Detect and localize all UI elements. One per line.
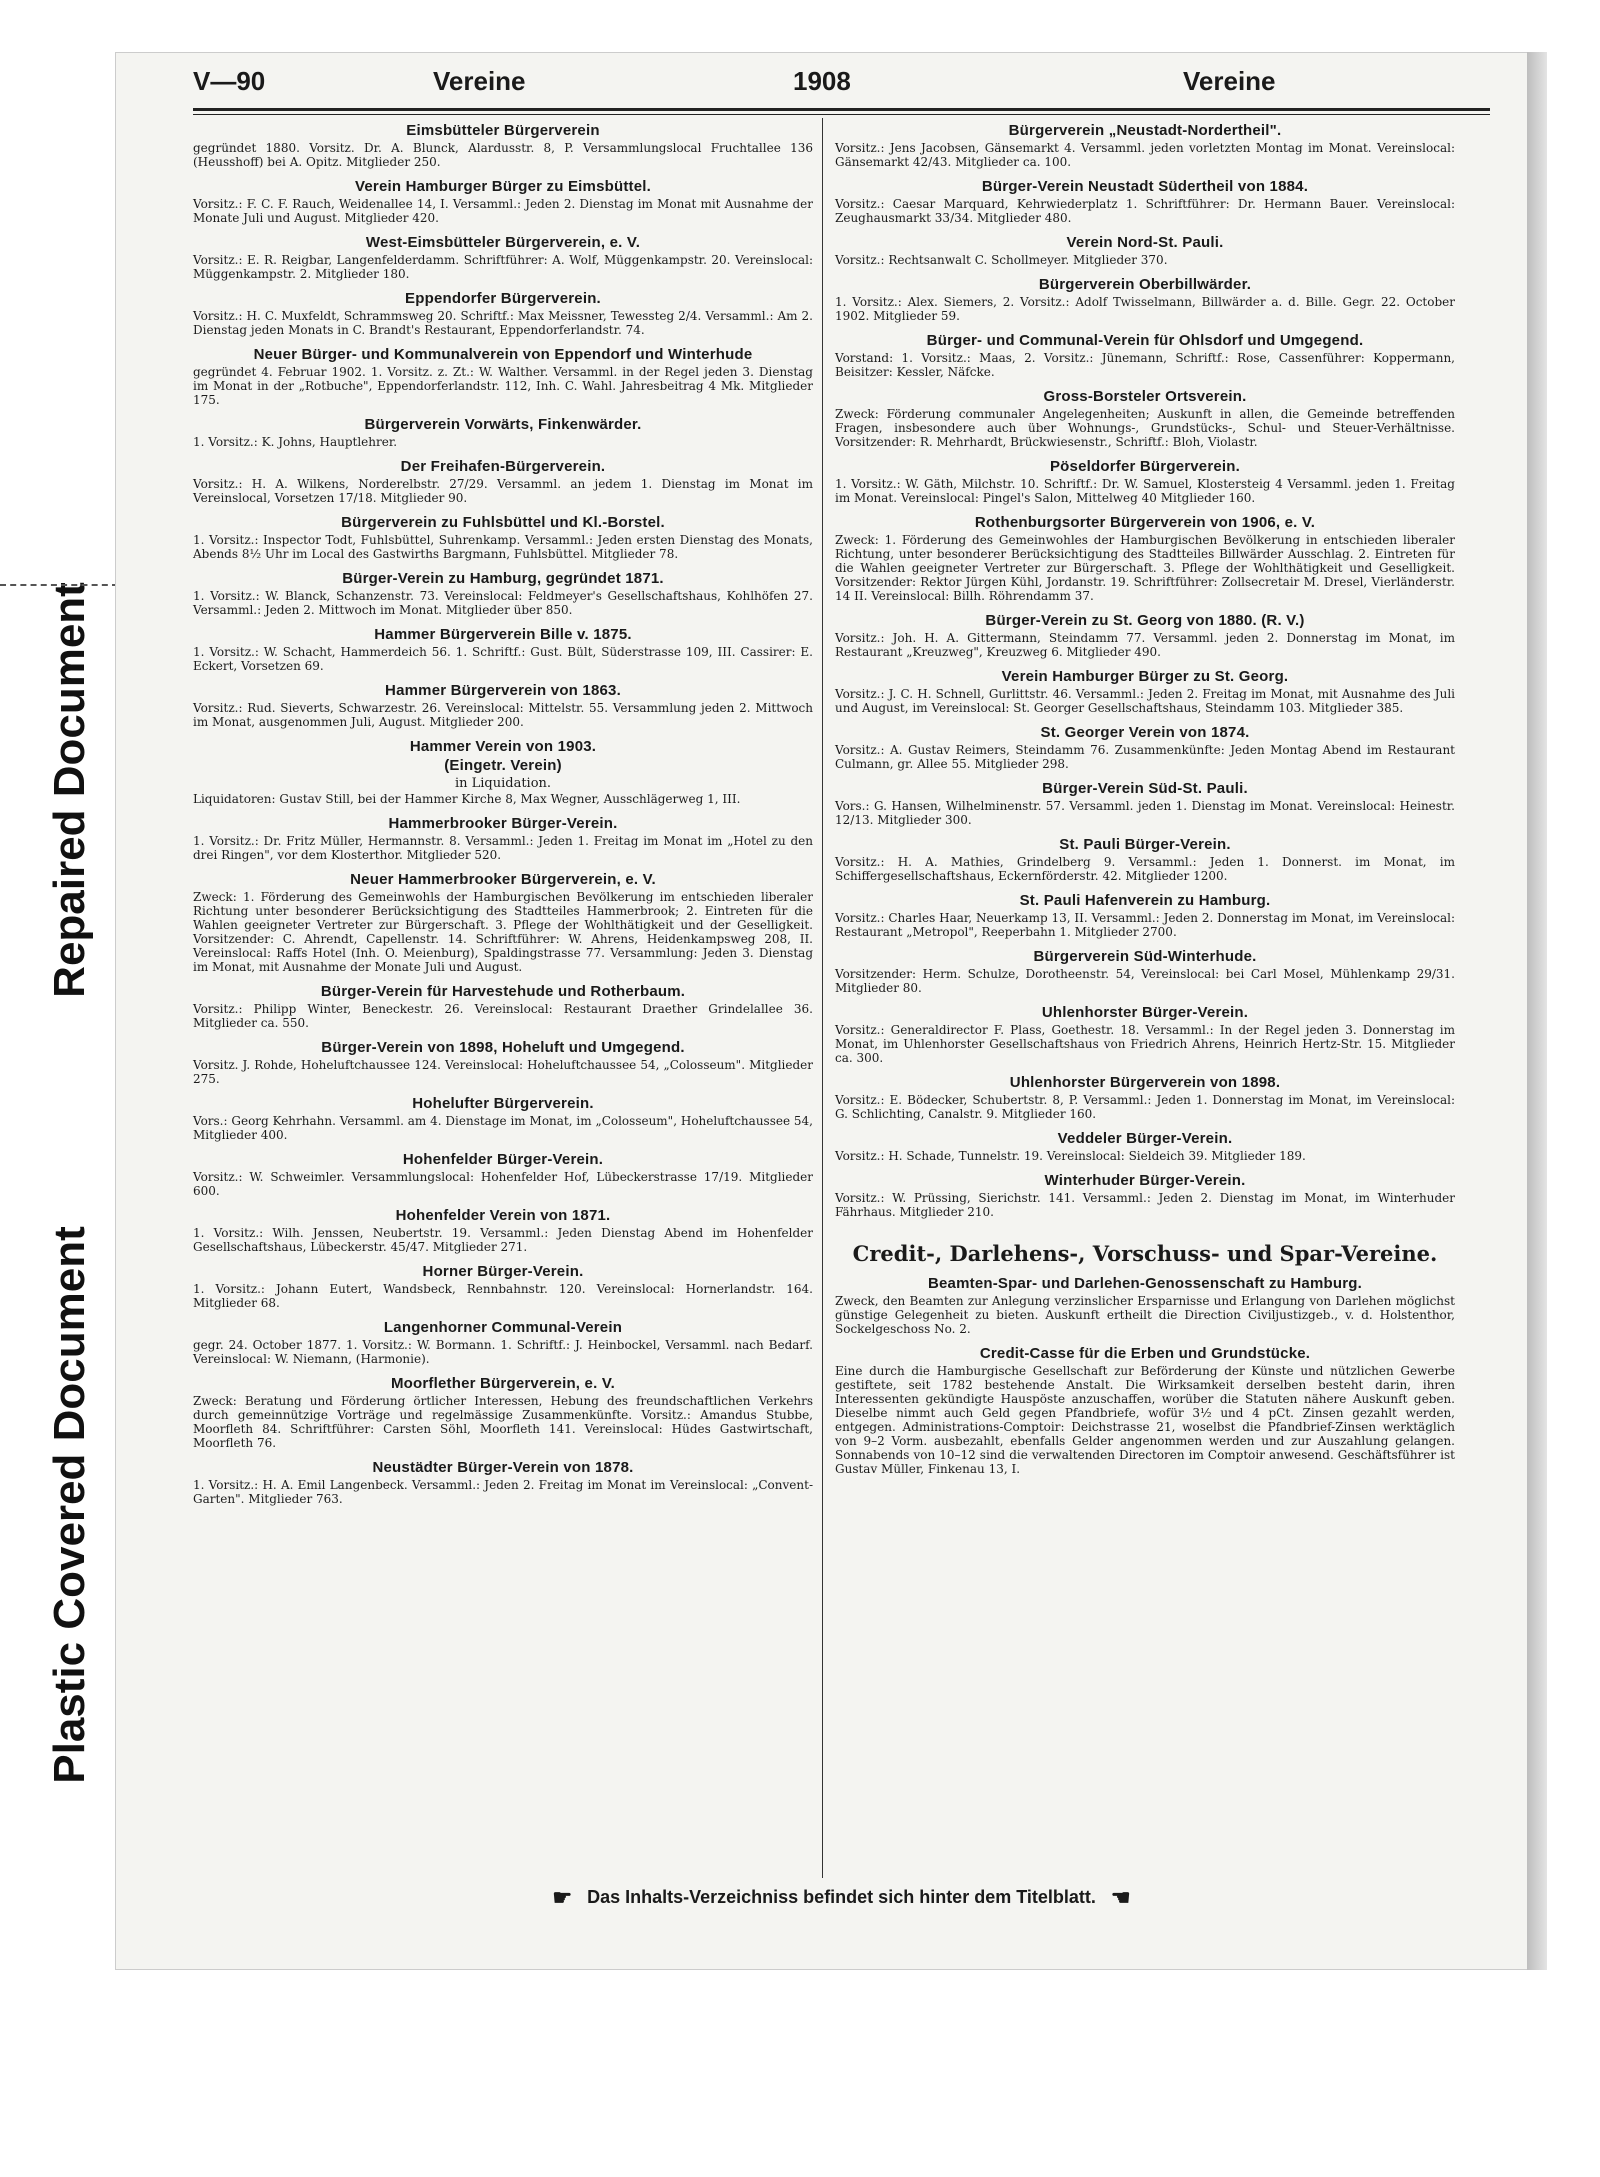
entry-title: Uhlenhorster Bürger-Verein.: [1041, 1004, 1249, 1021]
entry-text: Vorsitz.: H. C. Muxfeldt, Schrammsweg 20. Schriftf.: Max Meissner, Tewessteg 2/4. Versamml.: Am 2. Dienstag jeden Monats in C. Brandt's Restaurant, Eppendorferlandstr. 74.: [193, 309, 813, 337]
entry-title: Gross-Borsteler Ortsverein.: [1043, 388, 1247, 405]
entry-title: Hammerbrooker Bürger-Verein.: [388, 815, 618, 832]
entry-title: St. Pauli Hafenverein zu Hamburg.: [1019, 892, 1271, 909]
entry-text: Vorsitzender: Herm. Schulze, Dorotheenstr. 54, Vereinslocal: bei Carl Mosel, Mühlenkamp 29/31. Mitglieder 80.: [835, 967, 1455, 995]
entry-title: Horner Bürger-Verein.: [422, 1263, 584, 1280]
directory-entry: [835, 1275, 1455, 1336]
entry-title: Bürger-Verein Süd-St. Pauli.: [1042, 780, 1248, 797]
entry-title: Hammer Bürgerverein Bille v. 1875.: [374, 626, 632, 643]
left-column: [193, 122, 813, 1515]
entry-text: Vorsitz.: A. Gustav Reimers, Steindamm 76. Zusammenkünfte: Jeden Montag Abend im Restaurant Culmann, gr. Allee 55. Mitglieder 298.: [835, 743, 1455, 771]
entry-text: Vorsitz.: E. Bödecker, Schubertstr. 8, P. Versamml.: Jeden 1. Donnerstag im Monat, im Vereinslocal: G. Schlichting, Canalstr. 9. Mitglieder 160.: [835, 1093, 1455, 1121]
entry-text: Vorsitz.: Caesar Marquard, Kehrwiederplatz 1. Schriftführer: Dr. Hermann Bauer. Vereinslocal: Zeughausmarkt 33/34. Mitglieder 480.: [835, 197, 1455, 225]
entry-text: Vorsitz.: Generaldirector F. Plass, Goethestr. 18. Versamml.: In der Regel jeden 3. Donnerstag im Monat, im Uhlenhorster Gesellschaftshaus von Friedrich Ahrens, Heinrich Hertz-Str. 15. Mitglieder ca. 300.: [835, 1023, 1455, 1065]
pointing-hand-icon: ☛: [552, 1885, 573, 1910]
entry-text: Liquidatoren: Gustav Still, bei der Hammer Kirche 8, Max Wegner, Ausschlägerweg 1, III.: [193, 792, 741, 806]
header-right-title: Vereine: [1183, 66, 1276, 96]
entry-text: gegründet 1880. Vorsitz. Dr. A. Blunck, Alardusstr. 8, P. Versammlungslocal Fruchtallee 136 (Heusshoff) bei A. Opitz. Mitglieder 250.: [193, 141, 813, 169]
directory-entry: [835, 458, 1455, 505]
repaired-document-label: Repaired Document: [45, 582, 94, 998]
directory-entry: [193, 871, 813, 974]
directory-entry: [193, 234, 813, 281]
entry-text: 1. Vorsitz.: H. A. Emil Langenbeck. Versamml.: Jeden 2. Freitag im Monat im Vereinslocal: „Convent-Garten". Mitglieder 763.: [193, 1478, 813, 1506]
entry-text: gegr. 24. October 1877. 1. Vorsitz.: W. Bormann. 1. Schriftf.: J. Heinbockel, Versamml. nach Bedarf. Vereinslocal: W. Niemann, (Harmonie).: [193, 1338, 813, 1366]
pointing-hand-icon: ☚: [1110, 1885, 1131, 1910]
directory-entry: [193, 983, 813, 1030]
entry-title: Bürger-Verein Neustadt Südertheil von 1884.: [981, 178, 1309, 195]
entry-title: Winterhuder Bürger-Verein.: [1044, 1172, 1246, 1189]
directory-entry: [193, 1375, 813, 1450]
directory-entry: [193, 1263, 813, 1310]
directory-entry: [193, 1151, 813, 1198]
entry-text: Vorsitz.: Philipp Winter, Beneckestr. 26. Vereinslocal: Restaurant Draether Grindelallee 36. Mitglieder ca. 550.: [193, 1002, 813, 1030]
entry-title: Bürger-Verein für Harvestehude und Rotherbaum.: [320, 983, 686, 1000]
page-header: [193, 66, 1293, 110]
entry-title: Neuer Hammerbrooker Bürgerverein, e. V.: [350, 871, 656, 888]
directory-entry: [835, 178, 1455, 225]
entry-text: Zweck: Beratung und Förderung örtlicher Interessen, Hebung des freundschaftlichen Verkehrs durch gemeinnützige Vorträge und regelmässige Zusammenkünfte. Vorsitz.: Amandus Stubbe, Moorfleth 84. Schriftführer: Carsten Söhl, Moorfleth 141. Vereinslocal: Hüdes Gastwirtschaft, Moorfleth 76.: [193, 1394, 813, 1450]
directory-entry: [193, 290, 813, 337]
entry-text: Vorsitz.: F. C. F. Rauch, Weidenallee 14, I. Versamml.: Jeden 2. Dienstag im Monat mit Ausnahme der Monate Juli und August. Mitglieder 420.: [193, 197, 813, 225]
entry-text: Vorstand: 1. Vorsitz.: Maas, 2. Vorsitz.: Jünemann, Schriftf.: Rose, Cassenführer: Koppermann, Beisitzer: Kessler, Näfcke.: [835, 351, 1455, 379]
directory-entry: [835, 332, 1455, 379]
entry-title: Eppendorfer Bürgerverein.: [405, 290, 601, 307]
directory-entry: [835, 612, 1455, 659]
entry-text: Vorsitz.: Rud. Sieverts, Schwarzestr. 26. Vereinslocal: Mittelstr. 55. Versammlung jeden 2. Mittwoch im Monat, ausgenommen Juli, August. Mitglieder 200.: [193, 701, 813, 729]
entry-text: Eine durch die Hamburgische Gesellschaft zur Beförderung der Künste und nützlichen Gewerbe gestiftete, seit 1782 bestehende Anstalt. Die Wirksamkeit derselben besteht darin, ihren Interessenten gekündigte Hauspöste anzuschaffen, worüber die Statuten nähere Auskunft geben. Dieselbe nimmt auch Geld gegen Pfandbriefe, wofür 3½ und 4 pCt. Zinsen gezahlt werden, entgegen. Administrations-Comptoir: Deichstrasse 21, woselbst die Pfandbrief-Zinsen werktäglich von 9–2 Vorm. ausbezahlt, ebenfalls Gelder angenommen werden und zur Auszahlung gelangen. Sonnabends von 10–12 sind die verwaltenden Directoren im Comptoir anwesend. Geschäftsführer ist Gustav Müller, Finkenau 13, I.: [835, 1364, 1455, 1476]
entry-title: Neuer Bürger- und Kommunalverein von Eppendorf und Winterhude: [253, 346, 753, 363]
directory-entry: [193, 416, 813, 449]
entry-title: Beamten-Spar- und Darlehen-Genossenschaft zu Hamburg.: [927, 1275, 1362, 1292]
directory-entry: [835, 668, 1455, 715]
entry-text: 1. Vorsitz.: Johann Eutert, Wandsbeck, Rennbahnstr. 120. Vereinslocal: Hornerlandstr. 164. Mitglieder 68.: [193, 1282, 813, 1310]
entry-title: St. Pauli Bürger-Verein.: [1059, 836, 1231, 853]
entry-title: Bürgerverein „Neustadt-Nordertheil".: [1008, 122, 1282, 139]
entry-title: Pöseldorfer Bürgerverein.: [1049, 458, 1241, 475]
entry-title: Bürgerverein Oberbillwärder.: [1038, 276, 1252, 293]
entry-title: Der Freihafen-Bürgerverein.: [400, 458, 606, 475]
side-strip: [0, 0, 118, 2177]
directory-entry: [835, 1345, 1455, 1476]
column-divider: [822, 118, 823, 1878]
entry-text: 1. Vorsitz.: Alex. Siemers, 2. Vorsitz.: Adolf Twisselmann, Billwärder a. d. Bille. Gegr. 22. October 1902. Mitglieder 59.: [835, 295, 1455, 323]
entry-text: Vorsitz.: Joh. H. A. Gittermann, Steindamm 77. Versamml. jeden 2. Donnerstag im Monat, im Restaurant „Kreuzweg", Kreuzweg 6. Mitglieder 490.: [835, 631, 1455, 659]
directory-entry: [835, 514, 1455, 603]
entry-title: Credit-Casse für die Erben und Grundstücke.: [979, 1345, 1311, 1362]
entry-text: Vorsitz.: J. C. H. Schnell, Gurlittstr. 46. Versamml.: Jeden 2. Freitag im Monat, mit Ausnahme des Juli und August, im Vereinslocal: St. Georger Gesellschaftshaus, Steindamm 103. Mitglieder 385.: [835, 687, 1455, 715]
entry-text: Vorsitz.: W. Schweimler. Versammlungslocal: Hohenfelder Hof, Lübeckerstrasse 17/19. Mitglieder 600.: [193, 1170, 813, 1198]
directory-entry: [193, 1207, 813, 1254]
plastic-covered-label: Plastic Covered Document: [45, 1226, 94, 1784]
directory-entry: [193, 682, 813, 729]
header-year: 1908: [793, 66, 851, 96]
entry-text: Vorsitz.: E. R. Reigbar, Langenfelderdamm. Schriftführer: A. Wolf, Müggenkampstr. 20. Vereinslocal: Müggenkampstr. 2. Mitglieder 180.: [193, 253, 813, 281]
entry-text: 1. Vorsitz.: W. Gäth, Milchstr. 10. Schriftf.: Dr. W. Samuel, Klostersteig 4 Versamml. jeden 1. Freitag im Monat. Vereinslocal: Pingel's Salon, Mittelweg 40 Mitglieder 160.: [835, 477, 1455, 505]
directory-entry: [193, 122, 813, 169]
entry-title: Verein Hamburger Bürger zu Eimsbüttel.: [355, 178, 651, 195]
entry-subtitle: (Eingetr. Verein): [444, 757, 562, 774]
entry-title: Langenhorner Communal-Verein: [383, 1319, 623, 1336]
entry-title: Bürger-Verein zu St. Georg von 1880. (R. V.): [985, 612, 1305, 629]
entry-title: Veddeler Bürger-Verein.: [1057, 1130, 1233, 1147]
directory-entry: [193, 346, 813, 407]
entry-text: 1. Vorsitz.: W. Blanck, Schanzenstr. 73. Vereinslocal: Feldmeyer's Gesellschaftshaus, Kohlhöfen 27. Versamml.: Jeden 2. Mittwoch im Monat. Mitglieder über 850.: [193, 589, 813, 617]
entry-title: Bürgerverein zu Fuhlsbüttel und Kl.-Borstel.: [341, 514, 665, 531]
entry-title: St. Georger Verein von 1874.: [1040, 724, 1250, 741]
page-gutter: [1527, 52, 1547, 1970]
entry-text: Vorsitz. J. Rohde, Hoheluftchaussee 124. Vereinslocal: Hoheluftchaussee 54, „Colosseum". Mitglieder 275.: [193, 1058, 813, 1086]
entry-title: Neustädter Bürger-Verein von 1878.: [372, 1459, 634, 1476]
directory-entry: [835, 1172, 1455, 1219]
entry-title: Hohelufter Bürgerverein.: [412, 1095, 594, 1112]
entry-title: Bürger-Verein zu Hamburg, gegründet 1871.: [342, 570, 664, 587]
right-column: [835, 122, 1455, 1485]
entry-title: Moorflether Bürgerverein, e. V.: [390, 1375, 616, 1392]
directory-entry: [193, 178, 813, 225]
header-rule: [193, 108, 1490, 111]
entry-text: 1. Vorsitz.: Dr. Fritz Müller, Hermannstr. 8. Versamml.: Jeden 1. Freitag im Monat im „Hotel zu den drei Ringen", vor dem Klosterthor. Mitglieder 520.: [193, 834, 813, 862]
entry-text: gegründet 4. Februar 1902. 1. Vorsitz. z. Zt.: W. Walther. Versamml. in der Regel jeden 3. Dienstag im Monat in der „Rotbuche", Eppendorferlandstr. 112, Inh. C. Wahl. Jahresbeitrag 4 Mk. Mitglieder 175.: [193, 365, 813, 407]
directory-entry: [193, 570, 813, 617]
entry-title: Bürgerverein Vorwärts, Finkenwärder.: [364, 416, 642, 433]
entry-title: Bürgerverein Süd-Winterhude.: [1033, 948, 1257, 965]
directory-entry: [835, 892, 1455, 939]
entry-text: Vorsitz.: Jens Jacobsen, Gänsemarkt 4. Versamml. jeden vorletzten Montag im Monat. Vereinslocal: Gänsemarkt 42/43. Mitglieder ca. 100.: [835, 141, 1455, 169]
entry-text: 1. Vorsitz.: Wilh. Jenssen, Neubertstr. 19. Versamml.: Jeden Dienstag Abend im Hohenfelder Gesellschaftshaus, Lübeckerstr. 45/47. Mitglieder 271.: [193, 1226, 813, 1254]
directory-entry: [193, 1459, 813, 1506]
directory-entry: [193, 626, 813, 673]
directory-entry: [193, 514, 813, 561]
entry-text: Vorsitz.: H. A. Mathies, Grindelberg 9. Versamml.: Jeden 1. Donnerst. im Monat, im Schiffergesellschaftshaus, Eckernförderstr. 42. Mitglieder 1200.: [835, 855, 1455, 883]
scanned-page: [115, 52, 1547, 1970]
entry-title: Hammer Verein von 1903.: [409, 738, 597, 755]
footer-text: Das Inhalts-Verzeichniss befindet sich hinter dem Titelblatt.: [587, 1886, 1096, 1907]
entry-status: in Liquidation.: [454, 776, 552, 791]
entry-title: Verein Nord-St. Pauli.: [1066, 234, 1224, 251]
entry-text: 1. Vorsitz.: K. Johns, Hauptlehrer.: [193, 435, 398, 449]
directory-entry: [835, 388, 1455, 449]
entry-text: Vorsitz.: W. Prüssing, Sierichstr. 141. Versamml.: Jeden 2. Dienstag im Monat, im Winterhuder Fährhaus. Mitglieder 210.: [835, 1191, 1455, 1219]
directory-entry: [835, 1074, 1455, 1121]
entry-title: Rothenburgsorter Bürgerverein von 1906, e. V.: [974, 514, 1316, 531]
entry-title: Verein Hamburger Bürger zu St. Georg.: [1001, 668, 1289, 685]
entry-text: 1. Vorsitz.: W. Schacht, Hammerdeich 56. 1. Schriftf.: Gust. Bült, Süderstrasse 109, III. Cassirer: E. Eckert, Vorsetzen 69.: [193, 645, 813, 673]
entry-title: Bürger- und Communal-Verein für Ohlsdorf und Umgegend.: [926, 332, 1364, 349]
entry-text: Zweck: 1. Förderung des Gemeinwohles der Hamburgischen Bevölkerung in entschieden liberaler Richtung, unter besonderer Berücksichtigung des Stadtteiles Billwärder Ausschlag. 2. Eintreten für die Wahlen geeigneter Vertreter zur Bürgerschaft. 3. Pflege der Wohlthätigkeit und Geselligkeit. Vorsitzender: Rektor Jürgen Kühl, Jordanstr. 19. Schriftführer: Zollsecretair M. Dresel, Vierländerstr. 14 II. Vereinslocal: Billh. Röhrendamm 37.: [835, 533, 1455, 603]
directory-entry: [835, 1004, 1455, 1065]
directory-entry: [193, 815, 813, 862]
entry-title: Hohenfelder Verein von 1871.: [395, 1207, 611, 1224]
directory-entry: [835, 724, 1455, 771]
directory-entry: [193, 1095, 813, 1142]
directory-entry: [193, 1319, 813, 1366]
footer-note: [193, 1885, 1490, 1911]
divider: [0, 584, 118, 586]
entry-text: Zweck: 1. Förderung des Gemeinwohls der Hamburgischen Bevölkerung im entschieden liberaler Richtung unter besonderer Berücksichtigung des Stadtteiles Hammerbrook; 2. Eintreten für die Wahlen geeigneter Vertreter zur Bürgerschaft. 3. Pflege der Wohlthätigkeit und der Geselligkeit. Vorsitzender: C. Ahrendt, Capellenstr. 14. Schriftführer: W. Ahrens, Heidenkampsweg 208, II. Vereinslocal: Raffs Hotel (Inh. O. Meienburg), Spaldingstrasse 77. Versammlung: Jeden 3. Dienstag im Monat, mit Ausnahme der Monate Juli und August.: [193, 890, 813, 974]
entry-title: Eimsbütteler Bürgerverein: [406, 122, 600, 139]
entry-text: Vorsitz.: H. A. Wilkens, Norderelbstr. 27/29. Versamml. an jedem 1. Dienstag im Monat im Vereinslocal, Vorsetzen 17/18. Mitglieder 90.: [193, 477, 813, 505]
entry-title: Uhlenhorster Bürgerverein von 1898.: [1009, 1074, 1281, 1091]
entry-text: 1. Vorsitz.: Inspector Todt, Fuhlsbüttel, Suhrenkamp. Versamml.: Jeden ersten Dienstag des Monats, Abends 8½ Uhr im Local des Gastwirths Bargmann, Fuhlsbüttel. Mitglieder 78.: [193, 533, 813, 561]
entry-text: Vors.: G. Hansen, Wilhelminenstr. 57. Versamml. jeden 1. Dienstag im Monat. Vereinslocal: Heinestr. 12/13. Mitglieder 300.: [835, 799, 1455, 827]
entry-title: Hammer Bürgerverein von 1863.: [385, 682, 621, 699]
directory-entry: [835, 948, 1455, 995]
directory-entry: [193, 1039, 813, 1086]
directory-entry: [193, 458, 813, 505]
directory-entry: [835, 836, 1455, 883]
entry-text: Zweck, den Beamten zur Anlegung verzinslicher Ersparnisse und Erlangung von Darlehen möglichst günstige Gelegenheit zu bieten. Auskunft ertheilt die Direction Civiljustizgeb., v. d. Holstenthor, Sockelgeschoss No. 2.: [835, 1294, 1455, 1336]
directory-entry: [193, 738, 813, 806]
entry-title: Hohenfelder Bürger-Verein.: [402, 1151, 604, 1168]
credit-section-title: Credit-, Darlehens-, Vorschuss- und Spar-Vereine.: [852, 1241, 1438, 1266]
header-left-title: Vereine: [433, 66, 526, 96]
page-number: V—90: [193, 66, 266, 96]
directory-entry: [835, 122, 1455, 169]
entry-text: Vorsitz.: Rechtsanwalt C. Schollmeyer. Mitglieder 370.: [835, 253, 1168, 267]
entry-text: Vors.: Georg Kehrhahn. Versamml. am 4. Dienstage im Monat, im „Colosseum", Hoheluftchaussee 54, Mitglieder 400.: [193, 1114, 813, 1142]
directory-entry: [835, 234, 1455, 267]
entry-text: Vorsitz.: H. Schade, Tunnelstr. 19. Vereinslocal: Sieldeich 39. Mitglieder 189.: [835, 1149, 1306, 1163]
directory-entry: [835, 276, 1455, 323]
entry-title: Bürger-Verein von 1898, Hoheluft und Umgegend.: [321, 1039, 685, 1056]
entry-title: West-Eimsbütteler Bürgerverein, e. V.: [365, 234, 641, 251]
directory-entry: [835, 780, 1455, 827]
directory-entry: [835, 1130, 1455, 1163]
header-rule-thin: [193, 114, 1490, 115]
entry-text: Vorsitz.: Charles Haar, Neuerkamp 13, II. Versamml.: Jeden 2. Donnerstag im Monat, im Vereinslocal: Restaurant „Metropol", Reeperbahn 1. Mitglieder 2700.: [835, 911, 1455, 939]
entry-text: Zweck: Förderung communaler Angelegenheiten; Auskunft in allen, die Gemeinde betreffenden Fragen, insbesondere auch über Wohnungs-, Grundstücks-, Schul- und Steuer-Verhältnisse. Vorsitzender: R. Mehrhardt, Brückwiesenstr., Schriftf.: Bloh, Violastr.: [835, 407, 1455, 449]
